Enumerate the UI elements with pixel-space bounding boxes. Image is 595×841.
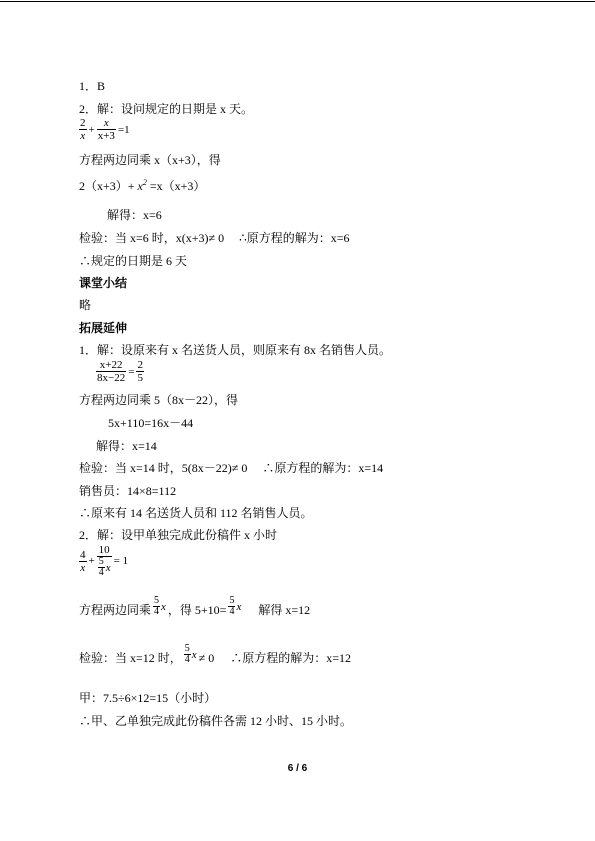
denominator: 4 [154, 606, 160, 617]
multiply-line: 方程两边同乘 x（x+3），得 [79, 153, 221, 167]
extension-2-jia: 甲：7.5÷6×12=15（小时） [79, 691, 217, 705]
variable: x [236, 600, 242, 613]
extension-2-multiply-line [79, 596, 310, 617]
extension-1-final: ∴原来有 14 名送货人员和 112 名销售人员。 [79, 506, 313, 520]
expanded-equation [79, 179, 205, 195]
numerator: 5 [98, 556, 104, 567]
rhs-five-quarters-x [228, 596, 241, 617]
summary-body: 略 [79, 298, 92, 312]
extension-2-final: ∴甲、乙单独完成此份稿件各需 12 小时、15 小时。 [79, 714, 353, 728]
denominator: 5 [137, 372, 143, 384]
numerator: x+22 [96, 359, 126, 372]
extension-1-step: 5x+110=16x－44 [108, 416, 194, 430]
multiply-middle: ，得 5+10= [167, 603, 227, 617]
check-text: 检验：当 x=14 时，5(8x－22)≠ 0 [79, 461, 248, 475]
numerator: 4 [80, 548, 86, 561]
check-conclusion: ∴原方程的解为：x=6 [239, 231, 350, 245]
expanded-right: =x（x+3） [149, 179, 206, 193]
coefficient-five-quarters-x [153, 596, 166, 617]
equation-1 [79, 117, 132, 142]
equals-sign: = [128, 365, 135, 378]
fraction-lhs [96, 359, 126, 384]
denominator: 4 [98, 567, 104, 578]
plus-sign: + [88, 555, 95, 567]
denominator [97, 557, 112, 578]
check-conclusion: ∴原方程的解为：x=12 [230, 651, 352, 665]
numerator: 2 [80, 117, 86, 129]
answer-2-intro: 2．解：设问规定的日期是 x 天。 [79, 102, 254, 116]
check-line [79, 231, 350, 245]
equation-3 [79, 544, 130, 578]
equation-2 [96, 359, 144, 384]
fraction-5-over-4 [184, 644, 191, 665]
plus-sign: + [88, 123, 95, 136]
numerator: 5 [184, 643, 190, 654]
multiply-prefix: 方程两边同乘 [79, 603, 152, 617]
fraction-10-over-five-quarters-x [97, 544, 112, 578]
fraction-2-over-x [79, 117, 87, 142]
numerator: x [97, 117, 116, 130]
extension-2-check [79, 644, 351, 665]
equation-rhs: = 1 [113, 555, 129, 567]
numerator: 2 [137, 359, 143, 371]
check-text: 检验：当 x=6 时，x(x+3)≠ 0 [79, 231, 225, 245]
extension-2-intro: 2．解：设甲单独完成此份稿件 x 小时 [79, 528, 278, 542]
fraction-5-over-4 [153, 596, 160, 617]
extension-1-multiply-line: 方程两边同乘 5（8x－22），得 [79, 393, 239, 407]
denominator: 8x−22 [97, 372, 126, 384]
expanded-variable: x [137, 179, 143, 193]
multiply-solve: 解得 x=12 [258, 603, 311, 617]
check-prefix: 检验：当 x=12 时， [79, 651, 182, 665]
denominator: x+3 [97, 130, 115, 142]
denominator: 4 [229, 606, 235, 617]
fraction-5-over-4 [98, 557, 105, 578]
extension-1-solve: 解得：x=14 [96, 439, 157, 453]
expanded-left: 2（x+3）+ [79, 179, 135, 193]
numerator: 10 [98, 544, 110, 556]
exponent: 2 [142, 178, 147, 187]
check-conclusion: ∴原方程的解为：x=14 [262, 461, 384, 475]
equation-rhs: =1 [117, 123, 130, 136]
answer-1: 1．B [79, 79, 106, 93]
denominator: 4 [184, 654, 190, 665]
fraction-rhs [136, 359, 144, 384]
extension-1-sales: 销售员：14×8=112 [79, 484, 177, 498]
fraction-5-over-4 [228, 596, 235, 617]
summary-heading: 课堂小结 [79, 276, 128, 290]
fraction-4-over-x [79, 549, 87, 574]
denominator: x [80, 561, 86, 574]
denominator: x [80, 130, 86, 142]
variable: x [161, 600, 166, 613]
check-five-quarters-x [184, 644, 197, 665]
check-not-equal: ≠ 0 [198, 651, 215, 665]
extension-1-check [79, 461, 383, 475]
answer-2-final: ∴规定的日期是 6 天 [79, 254, 188, 268]
extension-1-intro: 1．解：设原来有 x 名送货人员，则原来有 8x 名销售人员。 [79, 343, 392, 357]
extension-heading: 拓展延伸 [79, 321, 128, 335]
page-number: 6 / 6 [287, 763, 308, 774]
fraction-x-over-x-plus-3 [97, 117, 116, 142]
variable: x [191, 648, 197, 661]
numerator: 5 [229, 595, 235, 606]
solve-line: 解得：x=6 [107, 208, 162, 222]
numerator: 5 [154, 595, 160, 606]
variable: x [105, 561, 111, 574]
